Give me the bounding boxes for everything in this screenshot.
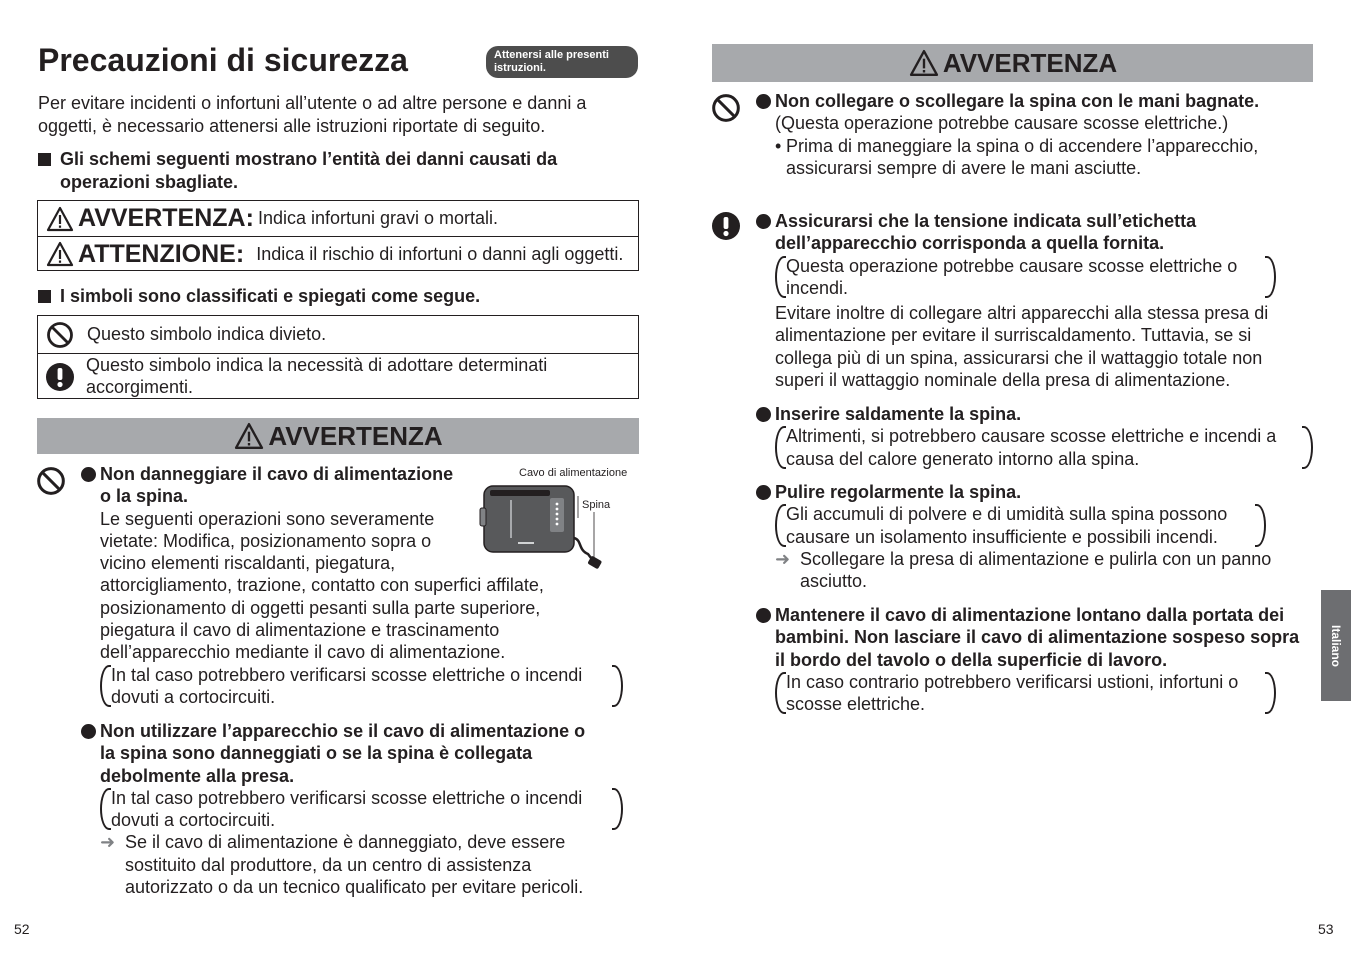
bullet-icon (756, 608, 771, 623)
arrow-right-icon: ➜ (775, 548, 791, 569)
item-heading: Inserire saldamente la spina. (775, 404, 1022, 424)
right-item-wet-hands (775, 90, 1295, 179)
level-label-caution: ATTENZIONE: (46, 240, 244, 269)
level-row-caution (38, 236, 638, 271)
levels-heading-text: Gli schemi seguenti mostrano l’entità dei danni causati da operazioni sbagliate. (60, 149, 558, 192)
item-heading: Non utilizzare l’apparecchio se il cavo di alimentazione o la spina sono danneggiati o se la spina è collegata debolmente alla presa. (100, 721, 586, 786)
prohibition-icon (711, 93, 741, 123)
consequence-note: Questa operazione potrebbe causare scosse elettriche o incendi. (775, 255, 1276, 300)
language-tab (1321, 590, 1351, 701)
language-tab-label: Italiano (1329, 624, 1343, 667)
left-item-damaged-cord (100, 720, 620, 898)
item-heading: Mantenere il cavo di alimentazione lontano dalla portata dei bambini. Non lasciare il cavo di alimentazione sospeso sopra il bordo del tavolo o della superficie di lavoro. (775, 605, 1300, 670)
hazard-levels-table (37, 200, 639, 271)
prohibition-icon (46, 321, 74, 349)
page-number-right: 53 (1318, 921, 1334, 937)
item-heading: Non danneggiare il cavo di alimentazione (100, 464, 454, 484)
consequence-note: Gli accumuli di polvere e di umidità sulla spina possono causare un isolamento insufficiente e possibili incendi. (775, 503, 1266, 548)
page-title: Precauzioni di sicurezza (38, 42, 408, 78)
bullet-icon (81, 724, 96, 739)
symbol-row-prohibition (38, 316, 638, 353)
warning-banner-left: AVVERTENZA (37, 418, 639, 454)
symbol-row-mandatory (38, 353, 638, 399)
item-heading: o la spina. (100, 486, 189, 507)
exclamation-icon (711, 211, 741, 241)
right-item-insert-plug (775, 403, 1315, 470)
symbol-desc-prohibition: Questo simbolo indica divieto. (87, 324, 327, 344)
appliance-illustration (476, 478, 606, 572)
right-item-clean-plug (775, 481, 1305, 592)
square-bullet-icon (38, 153, 51, 166)
left-item-cord: Non danneggiare il cavo di alimentazione o la spina. Le seguenti operazioni sono severamente vietate: Modifica, posizionamento sopra o vicino elementi riscaldanti, piegatura, attorcigliamento, trazione, contatto con superfici affilate, posizionamento di oggetti pesanti sulla parte superiore, piegatura il cavo di alimentazione e trascinamento dell’apparecchio mediante il cavo di alimentazione. In tal caso potrebbero verificarsi scosse elettriche o incendi dovuti a cortocircuiti. (100, 463, 620, 708)
dot-bullet-icon: • (775, 135, 782, 156)
instructions-badge: Attenersi alle presenti istruzioni. (486, 46, 638, 78)
exclamation-icon (45, 362, 75, 392)
bullet-icon (756, 94, 771, 109)
square-bullet-icon (38, 290, 51, 303)
prohibition-icon (36, 466, 66, 496)
intro-paragraph: Per evitare incidenti o infortuni all’utente o ad altre persone e danni a oggetti, è necessario attenersi alle istruzioni riportate di seguito. (38, 93, 587, 136)
level-desc-warning: Indica infortuni gravi o mortali. (257, 208, 499, 228)
bullet-icon (756, 407, 771, 422)
consequence-note: (Questa operazione potrebbe causare scosse elettriche.) (775, 113, 1229, 134)
bullet-icon (756, 214, 771, 229)
warning-banner-right: AVVERTENZA (712, 44, 1313, 82)
level-label-warning: AVVERTENZA: (46, 204, 254, 233)
page-number-left: 52 (14, 921, 30, 937)
consequence-note: Altrimenti, si potrebbero causare scosse elettriche e incendi a causa del calore generato intorno alla spina. (775, 425, 1313, 470)
dot-note: • Prima di maneggiare la spina o di accendere l’apparecchio, assicurarsi sempre di avere le mani asciutte. (775, 135, 1259, 178)
figure-label-plug: Spina (582, 499, 611, 511)
consequence-note: In tal caso potrebbero verificarsi scosse elettriche o incendi dovuti a cortocircuiti. (100, 787, 623, 832)
levels-heading (38, 148, 638, 194)
right-item-children (775, 604, 1305, 715)
symbols-heading (38, 285, 638, 308)
warning-triangle-icon (46, 241, 74, 267)
consequence-note: In caso contrario potrebbero verificarsi ustioni, infortuni o scosse elettriche. (775, 671, 1276, 716)
warning-triangle-icon (46, 206, 74, 232)
instruction-arrow-line: ➜ Se il cavo di alimentazione è danneggiato, deve essere sostituito dal produttore, da un centro di assistenza autorizzato o da un tecnico qualificato per evitare pericoli. (100, 832, 584, 898)
bullet-icon (756, 485, 771, 500)
symbols-heading-text: I simboli sono classificati e spiegati come segue. (60, 286, 481, 306)
symbols-table (37, 315, 639, 399)
level-desc-caution: Indica il rischio di infortuni o danni agli oggetti. (256, 243, 624, 264)
level-row-warning (38, 201, 638, 236)
arrow-right-icon: ➜ (100, 832, 116, 853)
bullet-icon (81, 467, 96, 482)
symbol-desc-mandatory: Questo simbolo indica la necessità di adottare determinati accorgimenti. (86, 355, 548, 397)
item-heading: Non collegare o scollegare la spina con le mani bagnate. (775, 91, 1260, 111)
consequence-note: In tal caso potrebbero verificarsi scosse elettriche o incendi dovuti a cortocircuiti. (100, 664, 623, 709)
item-body: Evitare inoltre di collegare altri apparecchi alla stessa presa di alimentazione per evitare il surriscaldamento. Tuttavia, se si collega più di un spina, assicurarsi che il wattaggio totale non superi il wattaggio nominale della presa di alimentazione. (775, 303, 1269, 391)
right-item-voltage (775, 210, 1300, 391)
warning-triangle-icon (233, 422, 265, 450)
item-heading: Assicurarsi che la tensione indicata sull’etichetta dell’apparecchio corrisponda a quella fornita. (775, 211, 1197, 254)
figure-label-cord: Cavo di alimentazione (519, 467, 628, 479)
instruction-arrow-line: ➜ Scollegare la presa di alimentazione e pulirla con un panno asciutto. (775, 548, 1272, 592)
warning-triangle-icon (908, 49, 940, 77)
item-heading: Pulire regolarmente la spina. (775, 482, 1022, 502)
